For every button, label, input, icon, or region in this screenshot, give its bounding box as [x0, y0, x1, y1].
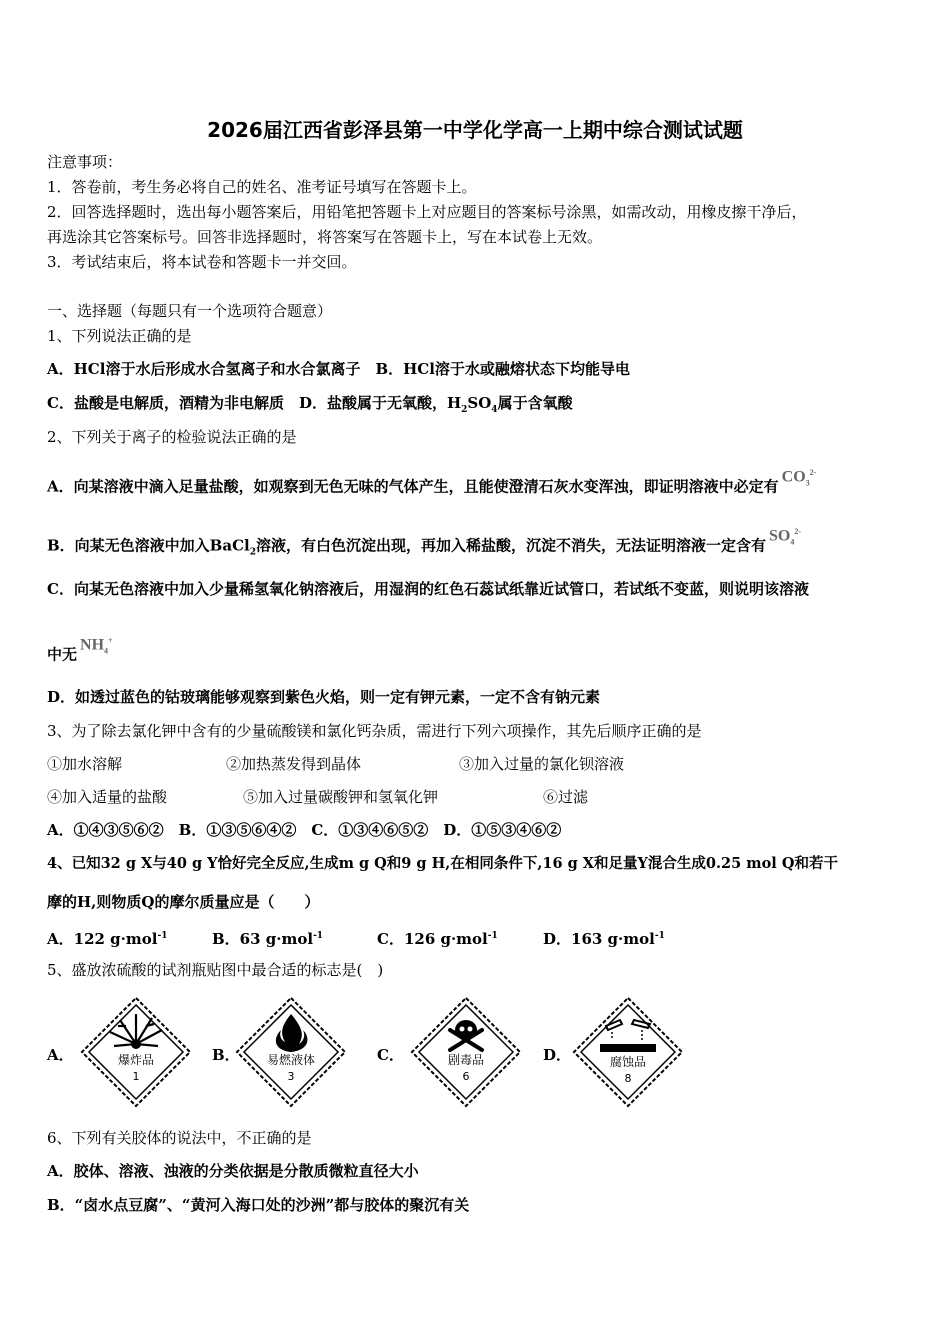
corrosive-sign-icon: [572, 996, 684, 1108]
q2-option-a: A．向某溶液中滴入足量盐酸，如观察到无色无味的气体产生，且能使澄清石灰水变浑浊，即证明溶液中必定有$CO_3^{2-}$: [47, 473, 816, 504]
q1-options-ab: A．HCl溶于水后形成水合氢离子和水合氯离子 B．HCl溶于水或融熔状态下均能导电: [47, 360, 630, 378]
note-item: 1．答卷前，考生务必将自己的姓名、准考证号填写在答题卡上。: [47, 178, 477, 196]
sign-number: 8: [624, 1072, 632, 1085]
q1-stem: 1、下列说法正确的是: [47, 327, 192, 345]
sign-label: 剧毒品: [447, 1053, 485, 1067]
sign-number: 3: [287, 1070, 295, 1083]
q3-op: ④加入适量的盐酸: [47, 788, 168, 806]
q1-options-cd: C．盐酸是电解质，酒精为非电解质 D．盐酸属于无氧酸，$H_2SO_4$属于含氧酸: [47, 394, 573, 415]
q3-op: ②加热蒸发得到晶体: [226, 755, 362, 773]
q3-op: ⑥过滤: [543, 788, 589, 806]
q2-option-c: C．向某无色溶液中加入少量稀氢氧化钠溶液后，用湿润的红色石蕊试纸靠近试管口，若试纸不变蓝，则说明该溶液: [47, 580, 809, 598]
q3-options: A．①④③⑤⑥② B．①③⑤⑥④② C．①③④⑥⑤② D．①⑤③④⑥②: [47, 821, 562, 839]
q6-option-a: A．胶体、溶液、浊液的分类依据是分散质微粒直径大小: [47, 1162, 419, 1180]
q5-option-d-label: D．: [543, 1046, 572, 1064]
q2-option-c-cont: 中无$NH_4^+$: [47, 641, 113, 672]
sign-number: 6: [462, 1070, 470, 1083]
q5-stem: 5、盛放浓硫酸的试剂瓶贴图中最合适的标志是( ): [47, 961, 384, 979]
sulfate-ion: $SO_4^{2-}$: [769, 527, 802, 547]
q5-option-b-label: B．: [212, 1046, 240, 1064]
sign-label: 易燃液体: [266, 1053, 316, 1067]
q4-stem: 4、已知32 g X与40 g Y恰好完全反应,生成m g Q和9 g H,在相同条件下,16 g X和足量Y混合生成0.25 mol Q和若干: [47, 855, 838, 872]
q6-stem: 6、下列有关胶体的说法中，不正确的是: [47, 1129, 312, 1147]
notes-heading: 注意事项：: [47, 153, 123, 171]
sign-label: 腐蚀品: [609, 1055, 647, 1069]
q6-option-b: B．“卤水点豆腐”、“黄河入海口处的沙洲”都与胶体的聚沉有关: [47, 1196, 470, 1214]
section-heading: 一、选择题（每题只有一个选项符合题意）: [47, 302, 333, 320]
q4-option-d: D．163 g·mol$^{-1}$: [543, 930, 665, 948]
q2-stem: 2、下列关于离子的检验说法正确的是: [47, 428, 297, 446]
note-item: 3．考试结束后，将本试卷和答题卡一并交回。: [47, 253, 357, 271]
sign-label: 爆炸品: [117, 1053, 155, 1067]
note-item: 再选涂其它答案标号。回答非选择题时，将答案写在答题卡上，写在本试卷上无效。: [47, 228, 603, 246]
q3-stem: 3、为了除去氯化钾中含有的少量硫酸镁和氯化钙杂质，需进行下列六项操作，其先后顺序正确的是: [47, 722, 702, 740]
note-item: 2．回答选择题时，选出每小题答案后，用铅笔把答题卡上对应题目的答案标号涂黑，如需改动，用橡皮擦干净后，: [47, 203, 807, 221]
q4-stem-cont: 摩的H,则物质Q的摩尔质量应是（ ）: [47, 893, 320, 911]
q2-option-d: D．如透过蓝色的钴玻璃能够观察到紫色火焰，则一定有钾元素，一定不含有钠元素: [47, 688, 601, 706]
q3-op: ③加入过量的氯化钡溶液: [459, 755, 625, 773]
flammable-liquid-sign-icon: [235, 996, 347, 1108]
q2-option-b: B．向某无色溶液中加入BaCl$_2$溶液，有白色沉淀出现，再加入稀盐酸，沉淀不消失，无法证明溶液一定含有$SO_4^{2-}$: [47, 532, 801, 563]
explosive-sign-icon: [80, 996, 192, 1108]
q4-option-a: A．122 g·mol$^{-1}$: [47, 930, 168, 948]
page-title: 2026届江西省彭泽县第一中学化学高一上期中综合测试试题: [207, 118, 743, 142]
ammonium-ion: $NH_4^+$: [80, 636, 113, 656]
q3-op: ①加水溶解: [47, 755, 123, 773]
sign-number: 1: [132, 1070, 140, 1083]
q4-option-b: B．63 g·mol$^{-1}$: [212, 930, 324, 948]
toxic-sign-icon: [410, 996, 522, 1108]
q4-option-c: C．126 g·mol$^{-1}$: [377, 930, 498, 948]
q3-op: ⑤加入过量碳酸钾和氢氧化钾: [243, 788, 439, 806]
q5-option-a-label: A．: [47, 1046, 74, 1064]
q5-option-c-label: C．: [377, 1046, 404, 1064]
carbonate-ion: $CO_3^{2-}$: [781, 468, 817, 488]
